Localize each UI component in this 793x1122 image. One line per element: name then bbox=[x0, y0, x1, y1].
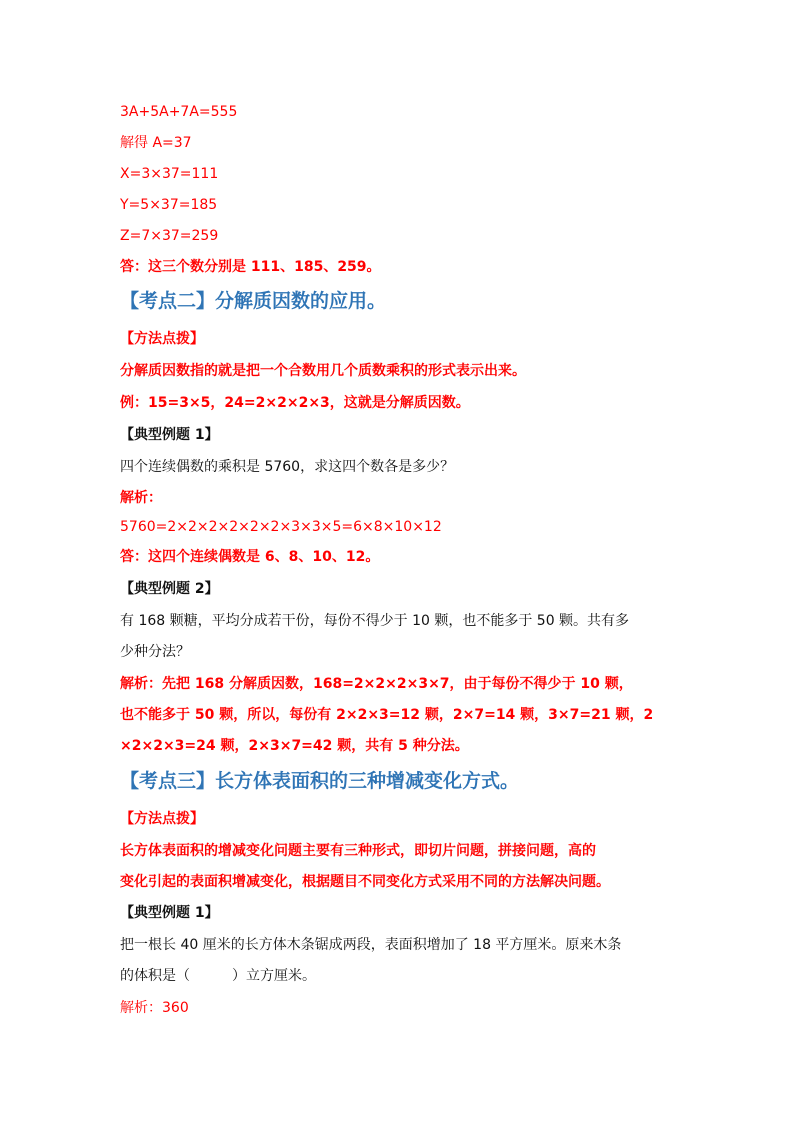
method-example: 例：15=3×5，24=2×2×2×3，这就是分解质因数。 bbox=[120, 395, 470, 411]
method-label: 【方法点拨】 bbox=[120, 811, 204, 827]
example-question: 四个连续偶数的乘积是 5760，求这四个数各是多少？ bbox=[120, 459, 455, 475]
analysis-text: 也不能多于 50 颗，所以，每份有 2×2×3=12 颗，2×7=14 颗，3×7=21 颗，2 bbox=[120, 707, 654, 723]
example-label: 【典型例题 2】 bbox=[120, 581, 219, 597]
z-value-line: Z=7×37=259 bbox=[120, 228, 219, 244]
method-text: 变化引起的表面积增减变化，根据题目不同变化方式采用不同的方法解决问题。 bbox=[120, 874, 610, 890]
example-question: 少种分法？ bbox=[120, 644, 190, 660]
y-value-line: Y=5×37=185 bbox=[120, 197, 218, 213]
method-text: 长方体表面积的增减变化问题主要有三种形式，即切片问题，拼接问题，高的 bbox=[120, 843, 596, 859]
analysis-calculation: 5760=2×2×2×2×2×2×3×3×5=6×8×10×12 bbox=[120, 519, 442, 535]
answer-line: 答：这三个数分别是 111、185、259。 bbox=[120, 259, 381, 275]
example-question: 的体积是（ ）立方厘米。 bbox=[120, 968, 316, 984]
example-label: 【典型例题 1】 bbox=[120, 427, 219, 443]
analysis-text: 解析：先把 168 分解质因数，168=2×2×2×3×7，由于每份不得少于 10 颗， bbox=[120, 676, 633, 692]
example-question: 把一根长 40 厘米的长方体木条锯成两段，表面积增加了 18 平方厘米。原来木条 bbox=[120, 937, 622, 953]
example-label: 【典型例题 1】 bbox=[120, 905, 219, 921]
section-heading-2: 【考点二】分解质因数的应用。 bbox=[120, 290, 387, 312]
method-text: 分解质因数指的就是把一个合数用几个质数乘积的形式表示出来。 bbox=[120, 363, 526, 379]
x-value-line: X=3×37=111 bbox=[120, 166, 219, 182]
analysis-text: ×2×2×3=24 颗，2×3×7=42 颗，共有 5 种分法。 bbox=[120, 738, 469, 754]
section-heading-3: 【考点三】长方体表面积的三种增减变化方式。 bbox=[120, 770, 520, 792]
example-answer: 答：这四个连续偶数是 6、8、10、12。 bbox=[120, 549, 380, 565]
equation-line: 3A+5A+7A=555 bbox=[120, 104, 238, 120]
solve-line: 解得 A=37 bbox=[120, 135, 192, 151]
analysis-label: 解析： bbox=[120, 490, 162, 506]
method-label: 【方法点拨】 bbox=[120, 331, 204, 347]
example-question: 有 168 颗糖，平均分成若干份，每份不得少于 10 颗，也不能多于 50 颗。共有多 bbox=[120, 613, 630, 629]
analysis-text: 解析：360 bbox=[120, 1000, 189, 1016]
